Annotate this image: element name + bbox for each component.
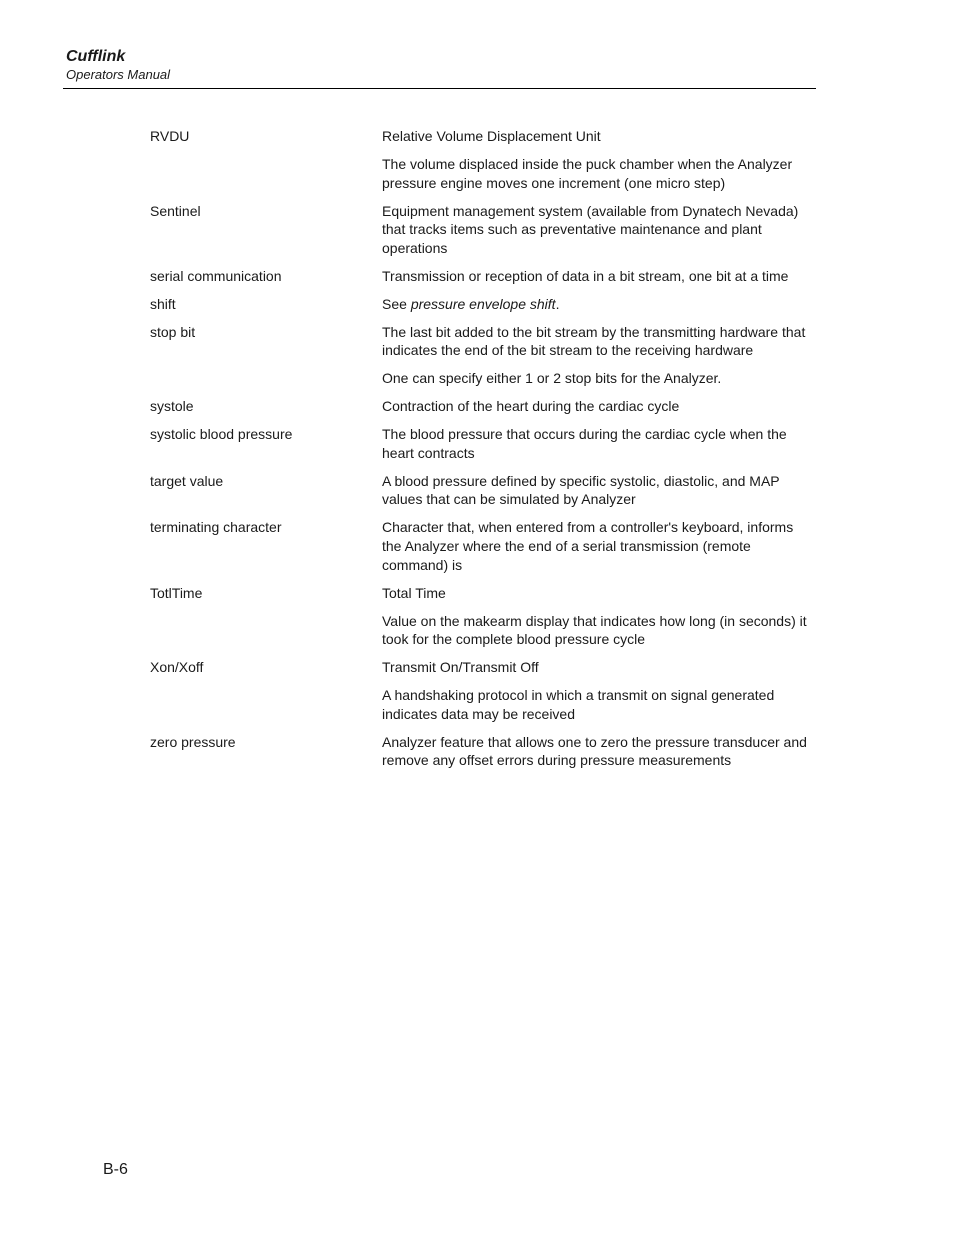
glossary-definition [382, 397, 815, 416]
glossary-definition [382, 425, 815, 462]
glossary-definition [382, 658, 815, 723]
page-header [66, 47, 816, 83]
glossary-term: systole [150, 398, 194, 415]
definition-paragraph: Value on the makearm display that indicates how long (in seconds) it took for the complete blood pressure cycle [382, 612, 807, 648]
definition-paragraph: Equipment management system (available from Dynatech Nevada) that tracks items such as preventative maintenance and plant operations [382, 202, 799, 256]
see-suffix: . [555, 295, 560, 312]
header-title: Cufflink [66, 48, 126, 65]
definition-paragraph: Contraction of the heart during the cardiac cycle [382, 398, 680, 415]
see-prefix: See [382, 295, 411, 312]
definition-paragraph: A blood pressure defined by specific systolic, diastolic, and MAP values that can be simulated by Analyzer [382, 472, 780, 508]
glossary-term: shift [150, 295, 176, 312]
glossary-entry-target-value [150, 472, 815, 509]
glossary-entry-totltime [150, 584, 815, 649]
cross-reference: pressure envelope shift [410, 295, 556, 312]
glossary-entry-shift [150, 295, 815, 314]
glossary-entry-systolic-blood-pressure [150, 425, 815, 462]
glossary-definition [382, 472, 815, 509]
header-divider [63, 88, 816, 89]
glossary-entry-stop-bit [150, 323, 815, 388]
glossary-entry-xon-xoff [150, 658, 815, 723]
definition-paragraph: A handshaking protocol in which a transmit on signal generated indicates data may be received [382, 687, 775, 722]
glossary-list [150, 127, 815, 779]
definition-paragraph: The volume displaced inside the puck chamber when the Analyzer pressure engine moves one increment (one micro step) [382, 155, 793, 191]
definition-paragraph: Transmit On/Transmit Off [382, 659, 539, 676]
glossary-term: systolic blood pressure [150, 426, 293, 443]
glossary-definition [382, 518, 815, 574]
glossary-entry-terminating-character [150, 518, 815, 574]
glossary-definition [382, 733, 815, 770]
definition-paragraph: One can specify either 1 or 2 stop bits for the Analyzer. [382, 370, 722, 387]
glossary-term: RVDU [150, 128, 190, 144]
header-subtitle: Operators Manual [66, 67, 171, 82]
glossary-definition [382, 202, 815, 258]
glossary-entry-sentinel [150, 202, 815, 258]
definition-paragraph: Analyzer feature that allows one to zero the pressure transducer and remove any offset errors during pressure measurements [382, 733, 807, 769]
definition-paragraph: The blood pressure that occurs during the cardiac cycle when the heart contracts [382, 426, 787, 461]
definition-paragraph: Transmission or reception of data in a bit stream, one bit at a time [382, 267, 789, 284]
glossary-entry-zero-pressure [150, 733, 815, 770]
glossary-term: stop bit [150, 323, 196, 340]
glossary-definition [382, 295, 815, 314]
glossary-term: Sentinel [150, 202, 201, 219]
definition-paragraph: Total Time [382, 584, 446, 601]
glossary-term: target value [150, 472, 224, 489]
glossary-entry-rvdu [150, 127, 815, 192]
glossary-definition [382, 323, 815, 388]
glossary-term: serial communication [150, 267, 282, 284]
page-number: B-6 [103, 1161, 128, 1178]
glossary-definition [382, 584, 815, 649]
definition-paragraph: Relative Volume Displacement Unit [382, 128, 601, 144]
glossary-definition [382, 267, 815, 286]
definition-paragraph [382, 295, 815, 314]
glossary-term: terminating character [150, 519, 282, 536]
glossary-term: Xon/Xoff [150, 659, 204, 676]
definition-paragraph: The last bit added to the bit stream by the transmitting hardware that indicates the end of the bit stream to the receiving hardware [382, 323, 806, 359]
glossary-term: zero pressure [150, 733, 236, 750]
definition-paragraph: Character that, when entered from a controller's keyboard, informs the Analyzer where the end of a serial transmission (remote command) is [382, 519, 794, 573]
glossary-term: TotlTime [150, 584, 203, 601]
glossary-entry-serial-communication [150, 267, 815, 286]
glossary-definition [382, 127, 815, 192]
glossary-entry-systole [150, 397, 815, 416]
